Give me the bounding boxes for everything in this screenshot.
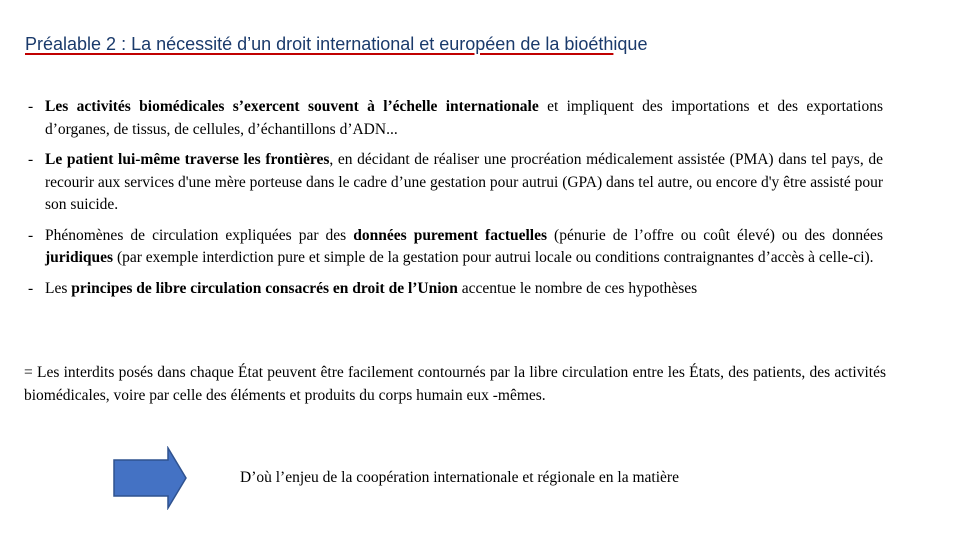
slide-title-rest: ique bbox=[613, 34, 648, 54]
slide-title bbox=[25, 34, 925, 55]
bullet-text bbox=[45, 96, 883, 141]
bullet-text bbox=[45, 149, 883, 217]
bullet-dash: - bbox=[28, 279, 34, 297]
bullet-dash: - bbox=[28, 226, 34, 244]
bullet-list bbox=[28, 96, 883, 308]
bullet-bold: Les activités biomédicales s’exercent souvent à l’échelle internationale bbox=[45, 98, 539, 115]
bullet-bold: juridiques bbox=[45, 249, 114, 266]
slide-title-underlined: Préalable 2 : La nécessité d’un droit international et européen de la bioéth bbox=[25, 34, 614, 54]
bullet-text bbox=[45, 225, 883, 270]
right-arrow-shape bbox=[114, 448, 186, 508]
footer-statement: D’où l’enjeu de la coopération internationale et régionale en la matière bbox=[240, 469, 679, 486]
bullet-item-1 bbox=[28, 96, 883, 141]
bullet-plain: Phénomènes de circulation expliquées par des bbox=[45, 226, 354, 244]
bullet-item-2 bbox=[28, 149, 883, 217]
bullet-plain: et impliquent des importations et des exportations d’organes, de tissus, de cellules, d’échantillons d’ADN... bbox=[45, 98, 883, 138]
bullet-dash: - bbox=[28, 151, 34, 168]
bullet-text bbox=[45, 278, 883, 301]
bullet-plain: (pénurie de l’offre ou coût élevé) ou des données bbox=[547, 226, 883, 244]
bullet-item-4 bbox=[28, 278, 883, 301]
conclusion-paragraph: = Les interdits posés dans chaque État peuvent être facilement contournés par la libre circulation entre les États, des patients, des activités biomédicales, voire par celle des éléments et produits du corps humain eux -mêmes. bbox=[24, 364, 886, 404]
bullet-dash: - bbox=[28, 98, 34, 115]
bullet-plain: accentue le nombre de ces hypothèses bbox=[457, 279, 698, 297]
bullet-bold: principes de libre circulation consacrés en droit de l’Union bbox=[71, 279, 458, 297]
bullet-plain: Les bbox=[45, 279, 72, 297]
bullet-plain: , en décidant de réaliser une procréation médicalement assistée (PMA) dans tel pays, de recourir aux services d'une mère porteuse dans le cadre d’une gestation pour autrui (GPA) dans tel autre, ou encore d'y être assisté pour son suicide. bbox=[45, 151, 883, 213]
bullet-item-3 bbox=[28, 225, 883, 270]
right-arrow-icon bbox=[112, 446, 188, 510]
bullet-bold: Le patient lui-même traverse les frontières bbox=[45, 151, 330, 168]
bullet-bold: données purement factuelles bbox=[353, 226, 548, 244]
bullet-plain: (par exemple interdiction pure et simple de la gestation pour autrui locale ou conditions contraignantes d’accès à celle-ci). bbox=[113, 249, 874, 266]
